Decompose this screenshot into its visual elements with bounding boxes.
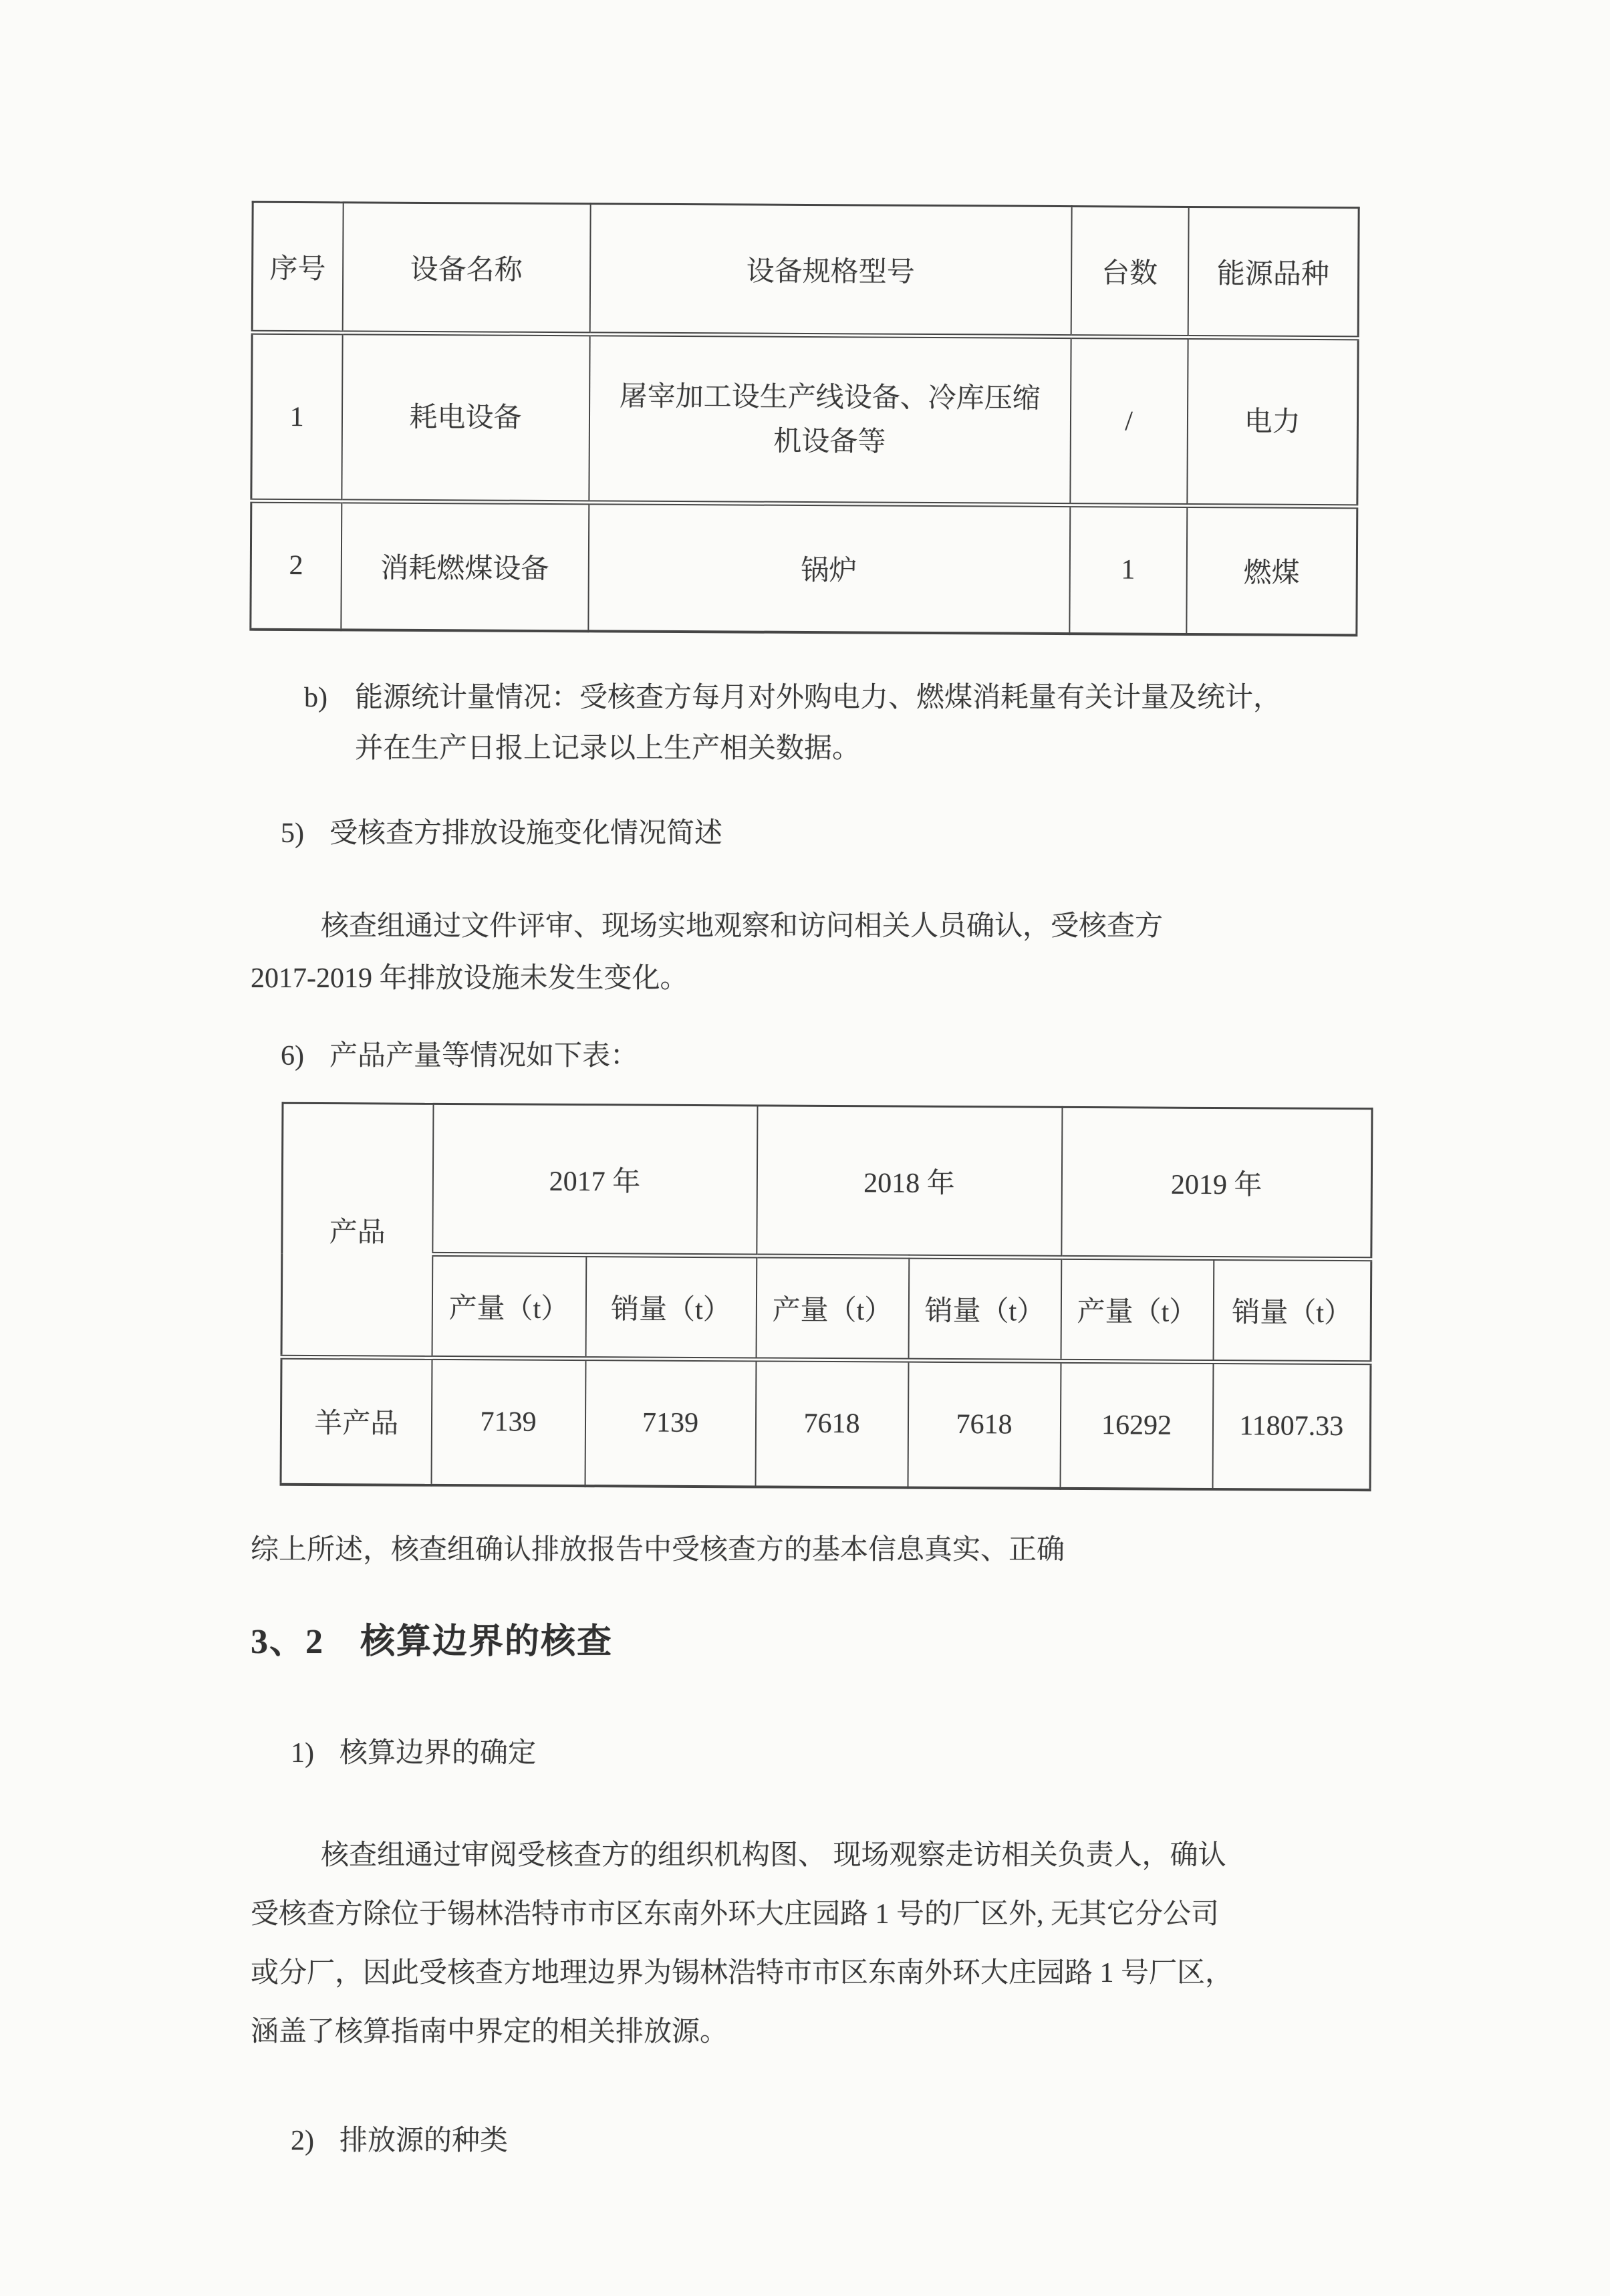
equipment-row2-energy: 燃煤: [1186, 505, 1357, 634]
equipment-header-spec: 设备规格型号: [589, 204, 1071, 337]
table-row: [251, 332, 1358, 507]
item-b-line1: 能源统计量情况：受核查方每月对外购电力、燃煤消耗量有关计量及统计，: [355, 682, 1282, 713]
subheader-output-2018: 产量（t）: [756, 1255, 909, 1360]
paragraph-boundary: [251, 1826, 1363, 2061]
item-5: [281, 813, 1363, 854]
subheader-sales-2019: 销量（t）: [1213, 1258, 1371, 1362]
equipment-row1-count: /: [1070, 337, 1188, 506]
equipment-row1-energy: 电力: [1187, 337, 1358, 506]
product-table: [280, 1102, 1373, 1491]
spacer: [304, 1035, 329, 1077]
spacer: [314, 1733, 340, 1774]
value-sales-2018: 7618: [908, 1360, 1061, 1488]
item-6-marker: 6): [281, 1040, 304, 1071]
product-table-year-2019: 2019 年: [1061, 1107, 1372, 1259]
product-name: 羊产品: [281, 1357, 432, 1485]
paragraph-facility-change-line2: 2017-2019 年排放设施未发生变化。: [251, 963, 688, 994]
product-table-year-2018: 2018 年: [757, 1105, 1062, 1257]
value-output-2018: 7618: [755, 1359, 908, 1487]
product-table-year-2017: 2017 年: [432, 1104, 757, 1256]
equipment-row1-name: 耗电设备: [342, 333, 589, 503]
product-table-year-row: [282, 1103, 1372, 1259]
paragraph-boundary-line2: 受核查方除位于锡林浩特市市区东南外环大庄园路 1 号的厂区外, 无其它分公司: [251, 1899, 1220, 1930]
value-sales-2017: 7139: [585, 1358, 756, 1486]
subheader-output-2017: 产量（t）: [432, 1254, 586, 1358]
item-6: [281, 1035, 1363, 1077]
item-2-marker: 2): [291, 2126, 314, 2156]
table-row: [251, 501, 1357, 635]
equipment-row1-spec: 屠宰加工设生产线设备、冷库压缩机设备等: [589, 334, 1071, 505]
value-output-2019: 16292: [1060, 1361, 1213, 1489]
item-b-marker: b): [304, 682, 327, 713]
value-sales-2019: 11807.33: [1212, 1362, 1371, 1489]
spacer: [314, 2120, 340, 2162]
item-b: [304, 672, 1363, 774]
equipment-row2-no: 2: [251, 501, 342, 630]
item-6-text: 产品产量等情况如下表：: [329, 1040, 639, 1071]
equipment-header-energy: 能源品种: [1188, 207, 1359, 338]
paragraph-boundary-line4: 涵盖了核算指南中界定的相关排放源。: [251, 2017, 728, 2047]
item-2: [291, 2120, 1363, 2162]
equipment-row2-spec: 锅炉: [588, 503, 1070, 634]
paragraph-boundary-line3: 或分厂，因此受核查方地理边界为锡林浩特市市区东南外环大庄园路 1 号厂区，: [251, 1958, 1234, 1989]
section-heading: 3、2 核算边界的核查: [251, 1623, 614, 1661]
product-table-corner: 产品: [281, 1103, 433, 1358]
equipment-row1-no: 1: [251, 332, 342, 501]
equipment-row2-name: 消耗燃煤设备: [341, 501, 589, 631]
equipment-header-no: 序号: [252, 202, 343, 333]
equipment-row2-count: 1: [1069, 505, 1187, 634]
spacer: [304, 813, 329, 854]
item-1-marker: 1): [291, 1738, 314, 1769]
paragraph-facility-change: [251, 900, 1363, 1005]
paragraph-facility-change-line1: 核查组通过文件评审、现场实地观察和访问相关人员确认，受核查方: [321, 910, 1164, 942]
product-table-subheader-row: [281, 1253, 1371, 1363]
summary-line: 综上所述，核查组确认排放报告中受核查方的基本信息真实、正确: [251, 1535, 1065, 1565]
item-2-text: 排放源的种类: [340, 2126, 509, 2156]
paragraph-boundary-line1: 核查组通过审阅受核查方的组织机构图、 现场观察走访相关负责人，确认: [321, 1840, 1226, 1871]
item-5-text: 受核查方排放设施变化情况简述: [329, 817, 723, 849]
value-output-2017: 7139: [431, 1358, 585, 1485]
item-1: [291, 1733, 1363, 1774]
item-1-text: 核算边界的确定: [340, 1738, 537, 1769]
item-b-text: [355, 672, 1281, 774]
subheader-output-2019: 产量（t）: [1061, 1257, 1214, 1362]
subheader-sales-2018: 销量（t）: [908, 1257, 1061, 1361]
equipment-header-name: 设备名称: [342, 203, 590, 334]
equipment-header-count: 台数: [1071, 207, 1188, 338]
equipment-table: [249, 201, 1359, 636]
item-b-line2: 并在生产日报上记录以上生产相关数据。: [355, 733, 861, 764]
table-row: [281, 1357, 1371, 1490]
subheader-sales-2017: 销量（t）: [585, 1255, 757, 1359]
equipment-table-header-row: [252, 202, 1359, 338]
item-5-marker: 5): [281, 817, 304, 849]
